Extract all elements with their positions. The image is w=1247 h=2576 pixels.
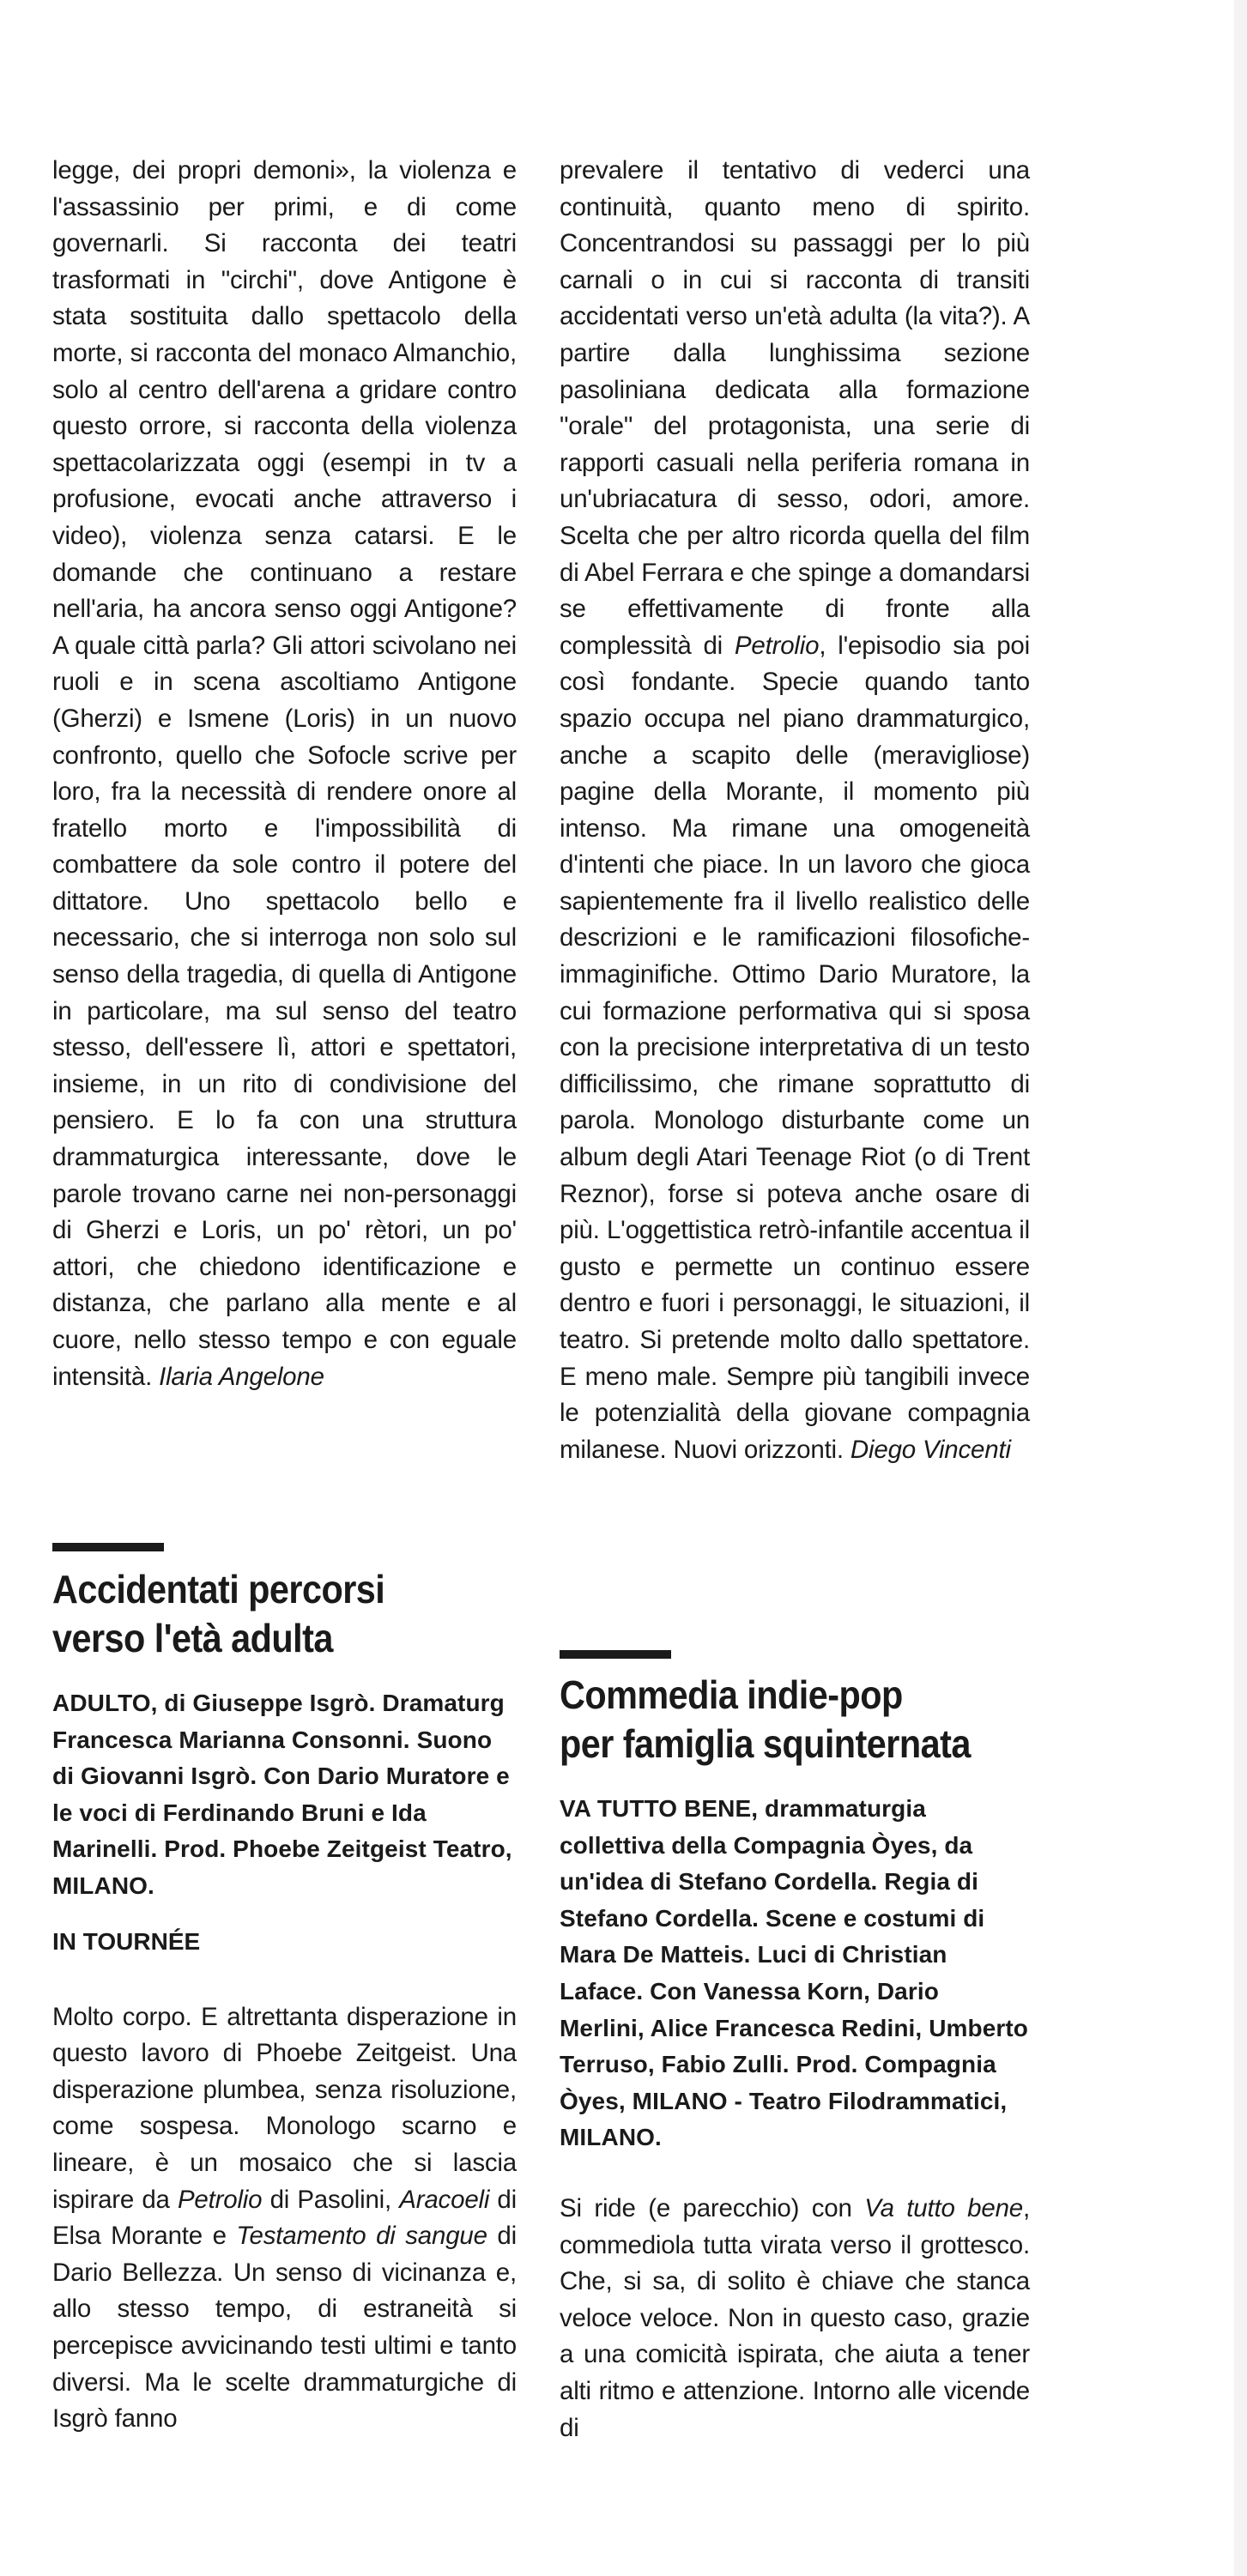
show-credits bbox=[560, 1791, 1030, 2156]
body-text-segment: di Dario Bellezza. Un senso di vicinanza e, allo stesso tempo, di estraneità si percepisce avvicinando testi ultimi e tanto diversi. Ma le scelte drammaturgiche di Isgrò fanno bbox=[52, 2222, 517, 2434]
author-byline: Diego Vincenti bbox=[850, 1435, 1011, 1464]
body-text-segment: , commediola tutta virata verso il grottesco. Che, si sa, di solito è chiave che stanca veloce veloce. Non in questo caso, grazie a una comicità ispirata, che aiuta a tener alti ritmo e attenzione. Intorno alle vicende di bbox=[560, 2193, 1030, 2442]
adulto-review-continuation bbox=[560, 153, 1030, 1616]
work-title: Aracoeli bbox=[399, 2185, 490, 2214]
antigone-review-text: legge, dei propri demoni», la violenza e l'assassinio per primi, e di come governarli. Si racconta dei teatri trasformati in "circhi", dove Antigone è stata sostituita dallo spettacolo della morte, si racconta del monaco Almanchio, solo al centro dell'arena a gridare contro questo orrore, si racconta della violenza spettacolarizzata oggi (esempi in tv a profusione, evocati anche attraverso i video), violenza senza catarsi. E le domande che continuano a restare nell'aria, ha ancora senso oggi Antigone? A quale città parla? Gli attori scivolano nei ruoli e in scena ascoltiamo Antigone (Gherzi) e Ismene (Loris) in un nuovo confronto, quello che Sofocle scrive per loro, fra la necessità di rendere onore al fratello morto e l'impossibilità di combattere da sole contro il potere del dittatore. Uno spettacolo bello e necessario, che si interroga non solo sul senso della tragedia, di quella di Antigone in particolare, ma sul senso del teatro stesso, dell'essere lì, attori e spettatori, insieme, in un rito di condivisione del pensiero. E lo fa con una struttura drammaturgica interessante, dove le parole trovano carne nei non-personaggi di Gherzi e Loris, un po' rètori, un po' attori, che chiedono identificazione e distanza, che parlano alla mente e al cuore, nello stesso tempo e con eguale intensità. bbox=[52, 156, 517, 1391]
right-column bbox=[560, 153, 1030, 2446]
headline-line-2: verso l'età adulta bbox=[52, 1616, 333, 1660]
section-rule bbox=[52, 1543, 164, 1551]
article-headline bbox=[560, 1671, 1026, 1769]
body-text-segment: , l'episodio sia poi così fondante. Specie quando tanto spazio occupa nel piano drammaturgico, anche a scapito delle (meravigliose) pagine della Morante, il momento più intenso. Ma rimane una omogeneità d'intenti che piace. In un lavoro che gioca sapientemente fra il livello realistico delle descrizioni e le ramificazioni filosofiche-immaginifiche. Ottimo Dario Muratore, la cui formazione performativa qui si sposa con la precisione interpretativa di un testo difficilissimo, che rimane soprattutto di parola. Monologo disturbante come un album degli Atari Teenage Riot (o di Trent Reznor), forse si poteva anche osare di più. L'oggettistica retrò-infantile accentua il gusto e permette un continuo essere dentro e fuori i personaggi, le situazioni, il teatro. Si pretende molto dallo spettatore. E meno male. Sempre più tangibili invece le potenzialità della giovane compagnia milanese. Nuovi orizzonti. bbox=[560, 631, 1030, 1464]
section-rule bbox=[560, 1650, 671, 1659]
headline-line-1: Accidentati percorsi bbox=[52, 1567, 385, 1612]
body-text-segment: Si ride (e parecchio) con bbox=[560, 2193, 865, 2222]
body-text-segment: Molto corpo. E altrettanta disperazione in questo lavoro di Phoebe Zeitgeist. Una disperazione plumbea, senza risoluzione, come sospesa. Monologo scarno e lineare, è un mosaico che si lascia ispirare da bbox=[52, 2002, 517, 2214]
body-text-segment: prevalere il tentativo di vederci una continuità, quanto meno di spirito. Concentrandosi su passaggi per lo più carnali o in cui si racconta di transiti accidentati verso un'età adulta (la vita?). A partire dalla lunghissima sezione pasoliniana dedicata alla formazione "orale" del protagonista, una serie di rapporti casuali nella periferia romana in un'ubriacatura di sesso, odori, amore. Scelta che per altro ricorda quella del film di Abel Ferrara e che spinge a domandarsi se effettivamente di fronte alla complessità di bbox=[560, 156, 1030, 660]
show-credits bbox=[52, 1685, 517, 1905]
author-byline: Ilaria Angelone bbox=[159, 1362, 324, 1391]
work-title: Va tutto bene bbox=[864, 2193, 1023, 2222]
show-title: VA TUTTO BENE bbox=[560, 1795, 752, 1822]
show-title: ADULTO bbox=[52, 1690, 151, 1716]
headline-line-1: Commedia indie-pop bbox=[560, 1672, 903, 1717]
va-tutto-bene-review-body bbox=[560, 2191, 1030, 2446]
body-text-segment: di Pasolini, bbox=[262, 2185, 400, 2214]
work-title: Petrolio bbox=[177, 2185, 263, 2214]
adulto-review-body bbox=[52, 1999, 517, 2438]
antigone-review-continuation bbox=[52, 153, 517, 1467]
tour-label: IN TOURNÉE bbox=[52, 1927, 201, 1955]
credits-text: , drammaturgia collettiva della Compagnia Òyes, da un'idea di Stefano Cordella. Regia di Stefano Cordella. Scene e costumi di Mara De Matteis. Luci di Christian Laface. Con Vanessa Korn, Dario Merlini, Alice Francesca Redini, Umberto Terruso, Fabio Zulli. Prod. Compagnia Òyes, MILANO - Teatro Filodrammatici, MILANO. bbox=[560, 1795, 1029, 2151]
page-edge bbox=[1234, 0, 1247, 2576]
work-title: Petrolio bbox=[734, 631, 820, 660]
work-title: Testamento di sangue bbox=[236, 2222, 487, 2251]
credits-text: , di Giuseppe Isgrò. Dramaturg Francesca Marianna Consonni. Suono di Giovanni Isgrò. Con Dario Muratore e le voci di Ferdinando Bruni e Ida Marinelli. Prod. Phoebe Zeitgeist Teatro, MILANO. bbox=[52, 1690, 512, 1899]
article-headline bbox=[52, 1565, 512, 1663]
left-column bbox=[52, 153, 517, 2438]
headline-line-2: per famiglia squinternata bbox=[560, 1721, 971, 1766]
body-text-segment: di Elsa Morante e bbox=[52, 2185, 517, 2251]
